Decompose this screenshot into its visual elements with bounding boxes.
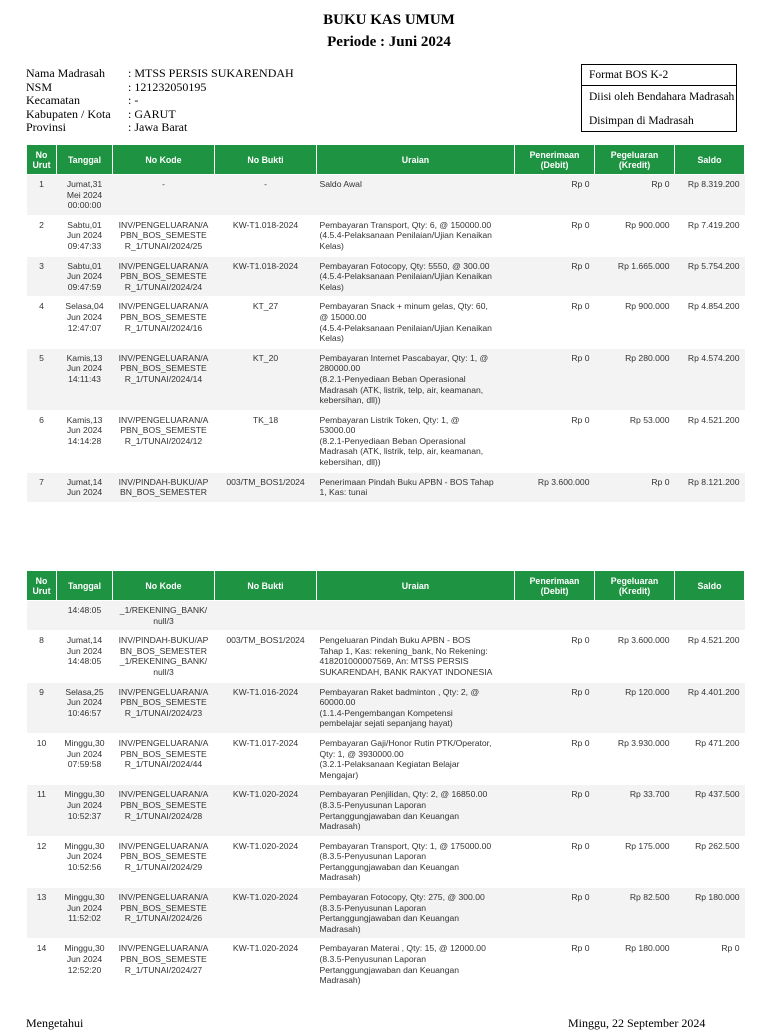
- school-info: [26, 67, 294, 135]
- cell-no: 14: [27, 939, 57, 990]
- cell-no: 1: [27, 175, 57, 216]
- col-header-uraian: Uraian: [317, 145, 515, 175]
- cell-tanggal: Minggu,30 Jun 2024 11:52:02: [57, 888, 113, 939]
- cell-no: 7: [27, 472, 57, 502]
- col-header-tanggal: Tanggal: [57, 571, 113, 601]
- format-divider: [582, 85, 736, 86]
- info-row-kabupaten: [26, 108, 294, 122]
- cell-tanggal: Jumat,31 Mei 2024 00:00:00: [57, 175, 113, 216]
- table-row: [27, 682, 745, 733]
- cell-no: 9: [27, 682, 57, 733]
- table-row: [27, 215, 745, 256]
- cell-kredit: Rp 175.000: [595, 836, 675, 887]
- cell-debit: Rp 0: [515, 836, 595, 887]
- info-label: Nama Madrasah: [26, 66, 105, 80]
- info-label: Kecamatan: [26, 93, 80, 107]
- cell-uraian: Pembayaran Fotocopy, Qty: 5550, @ 300.00 (4.5.4-Pelaksanaan Penilaian/Ujian Kenaikan Kelas): [317, 256, 515, 297]
- cell-kredit: Rp 120.000: [595, 682, 675, 733]
- cell-kode: INV/PENGELUARAN/A PBN_BOS_SEMESTE R_1/TUNAI/2024/25: [113, 215, 215, 256]
- cell-bukti: KT_20: [215, 348, 317, 410]
- info-value: : 121232050195: [128, 79, 207, 94]
- cell-kredit: Rp 82.500: [595, 888, 675, 939]
- cell-tanggal: Jumat,14 Jun 2024: [57, 472, 113, 502]
- cell-kredit: Rp 3.930.000: [595, 733, 675, 784]
- info-label: NSM: [26, 79, 53, 94]
- cell-kode: INV/PENGELUARAN/A PBN_BOS_SEMESTE R_1/TUNAI/2024/27: [113, 939, 215, 990]
- cell-debit: Rp 0: [515, 297, 595, 348]
- info-label: Kabupaten / Kota: [26, 106, 111, 121]
- cell-kredit: Rp 0: [595, 175, 675, 216]
- cell-kredit: Rp 900.000: [595, 215, 675, 256]
- cell-saldo: Rp 0: [675, 939, 745, 990]
- cell-kredit: Rp 0: [595, 472, 675, 502]
- cell-debit: Rp 0: [515, 175, 595, 216]
- col-header-kredit: Pegeluaran (Kredit): [595, 145, 675, 175]
- col-header-debit: Penerimaan (Debit): [515, 145, 595, 175]
- cell-debit: Rp 0: [515, 215, 595, 256]
- cell-uraian: Pembayaran Listrik Token, Qty: 1, @ 53000.00 (8.2.1-Penyediaan Beban Operasional Madrasah (ATK, listrik, telp, air, keamanan, kebersihan, dll)): [317, 410, 515, 472]
- info-label: Provinsi: [26, 120, 67, 134]
- cell-kode: -: [113, 175, 215, 216]
- cell-saldo: Rp 4.521.200: [675, 631, 745, 682]
- cell-kode: INV/PENGELUARAN/A PBN_BOS_SEMESTE R_1/TUNAI/2024/44: [113, 733, 215, 784]
- info-value: : GARUT: [128, 106, 176, 121]
- table-row: [27, 348, 745, 410]
- table-row: [27, 175, 745, 216]
- cell-tanggal: Minggu,30 Jun 2024 10:52:56: [57, 836, 113, 887]
- cell-saldo: Rp 262.500: [675, 836, 745, 887]
- footer-date: Minggu, 22 September 2024: [568, 1016, 706, 1030]
- cell-kredit: Rp 33.700: [595, 785, 675, 836]
- cell-no: 4: [27, 297, 57, 348]
- table-row: [27, 472, 745, 502]
- col-header-bukti: No Bukti: [215, 145, 317, 175]
- table-row: [27, 297, 745, 348]
- cell-kode: INV/PENGELUARAN/A PBN_BOS_SEMESTE R_1/TUNAI/2024/23: [113, 682, 215, 733]
- col-header-uraian: Uraian: [317, 571, 515, 601]
- table-header-row: [27, 571, 745, 601]
- cell-tanggal: Selasa,25 Jun 2024 10:46:57: [57, 682, 113, 733]
- cell-saldo: Rp 5.754.200: [675, 256, 745, 297]
- cell-tanggal: Selasa,04 Jun 2024 12:47:07: [57, 297, 113, 348]
- cell-saldo: Rp 437.500: [675, 785, 745, 836]
- table-row: [27, 836, 745, 887]
- cell-debit: Rp 0: [515, 785, 595, 836]
- cell-kredit: Rp 53.000: [595, 410, 675, 472]
- cell-saldo: Rp 180.000: [675, 888, 745, 939]
- cell-bukti: KW-T1.018-2024: [215, 256, 317, 297]
- cell-tanggal: Minggu,30 Jun 2024 12:52:20: [57, 939, 113, 990]
- table-row: [27, 733, 745, 784]
- col-header-no: No Urut: [27, 571, 57, 601]
- cell-debit: [515, 601, 595, 631]
- info-value: : Jawa Barat: [128, 120, 188, 134]
- ledger-body-page-2: [27, 601, 745, 991]
- table-row: [27, 939, 745, 990]
- cell-uraian: Pembayaran Penjilidan, Qty: 2, @ 16850.00 (8.3.5-Penyusunan Laporan Pertanggungjawaban dan Keuangan Madrasah): [317, 785, 515, 836]
- ledger-body-page-1: [27, 175, 745, 503]
- cell-tanggal: Jumat,14 Jun 2024 14:48:05: [57, 631, 113, 682]
- cell-no: 13: [27, 888, 57, 939]
- info-value: : -: [128, 93, 139, 107]
- cell-uraian: Pembayaran Transport, Qty: 1, @ 175000.00 (8.3.5-Penyusunan Laporan Pertanggungjawaban dan Keuangan Madrasah): [317, 836, 515, 887]
- table-row: [27, 410, 745, 472]
- col-header-saldo: Saldo: [675, 571, 745, 601]
- cell-bukti: KW-T1.020-2024: [215, 939, 317, 990]
- cell-uraian: Pembayaran Snack + minum gelas, Qty: 60, @ 15000.00 (4.5.4-Pelaksanaan Penilaian/Ujian Kenaikan Kelas): [317, 297, 515, 348]
- cell-tanggal: Sabtu,01 Jun 2024 09:47:59: [57, 256, 113, 297]
- col-header-bukti: No Bukti: [215, 571, 317, 601]
- cell-tanggal: Minggu,30 Jun 2024 10:52:37: [57, 785, 113, 836]
- table-row: [27, 785, 745, 836]
- cell-bukti: KT_27: [215, 297, 317, 348]
- table-header-row: [27, 145, 745, 175]
- format-filled-by: Diisi oleh Bendahara Madrasah: [589, 91, 735, 103]
- cell-kode: INV/PINDAH-BUKU/AP BN_BOS_SEMESTER _1/REKENING_BANK/ null/3: [113, 631, 215, 682]
- cell-kode: INV/PENGELUARAN/A PBN_BOS_SEMESTE R_1/TUNAI/2024/28: [113, 785, 215, 836]
- cell-uraian: Pengeluaran Pindah Buku APBN - BOS Tahap 1, Kas: rekening_bank, No Rekening: 418201000007569, An: MTSS PERSIS SUKARENDAH, BANK RAKYAT INDONESIA: [317, 631, 515, 682]
- cell-uraian: Pembayaran Fotocopy, Qty: 275, @ 300.00 (8.3.5-Penyusunan Laporan Pertanggungjawaban dan Keuangan Madrasah): [317, 888, 515, 939]
- cell-no: 6: [27, 410, 57, 472]
- cell-debit: Rp 3.600.000: [515, 472, 595, 502]
- cell-uraian: Pembayaran Materai , Qty: 15, @ 12000.00 (8.3.5-Penyusunan Laporan Pertanggungjawaban dan Keuangan Madrasah): [317, 939, 515, 990]
- cell-kredit: Rp 3.600.000: [595, 631, 675, 682]
- cell-saldo: Rp 4.854.200: [675, 297, 745, 348]
- cell-bukti: KW-T1.017-2024: [215, 733, 317, 784]
- col-header-kode: No Kode: [113, 571, 215, 601]
- info-row-nsm: [26, 81, 294, 95]
- format-stored-at: Disimpan di Madrasah: [589, 115, 694, 127]
- info-row-provinsi: [26, 121, 294, 135]
- cell-tanggal: Minggu,30 Jun 2024 07:59:58: [57, 733, 113, 784]
- col-header-kredit: Pegeluaran (Kredit): [595, 571, 675, 601]
- cell-saldo: Rp 8.319.200: [675, 175, 745, 216]
- cell-no: 12: [27, 836, 57, 887]
- cell-bukti: KW-T1.020-2024: [215, 888, 317, 939]
- table-row: [27, 888, 745, 939]
- cell-kredit: [595, 601, 675, 631]
- table-row: [27, 256, 745, 297]
- cell-uraian: Pembayaran Gaji/Honor Rutin PTK/Operator, Qty: 1, @ 3930000.00 (3.2.1-Pelaksanaan Kegiatan Belajar Mengajar): [317, 733, 515, 784]
- cell-bukti: TK_18: [215, 410, 317, 472]
- cell-kode: INV/PENGELUARAN/A PBN_BOS_SEMESTE R_1/TUNAI/2024/12: [113, 410, 215, 472]
- col-header-debit: Penerimaan (Debit): [515, 571, 595, 601]
- cell-debit: Rp 0: [515, 410, 595, 472]
- footer-acknowledged: Mengetahui: [26, 1016, 84, 1030]
- cell-kode: INV/PENGELUARAN/A PBN_BOS_SEMESTE R_1/TUNAI/2024/29: [113, 836, 215, 887]
- cell-debit: Rp 0: [515, 631, 595, 682]
- cell-bukti: 003/TM_BOS1/2024: [215, 472, 317, 502]
- ledger-table-page-2: [26, 570, 745, 991]
- cell-tanggal: Kamis,13 Jun 2024 14:11:43: [57, 348, 113, 410]
- cell-saldo: [675, 601, 745, 631]
- cell-bukti: -: [215, 175, 317, 216]
- table-row: [27, 631, 745, 682]
- cell-saldo: Rp 4.521.200: [675, 410, 745, 472]
- cell-debit: Rp 0: [515, 939, 595, 990]
- cell-kredit: Rp 900.000: [595, 297, 675, 348]
- cell-debit: Rp 0: [515, 256, 595, 297]
- cell-uraian: Pembayaran Raket badminton , Qty: 2, @ 60000.00 (1.1.4-Pengembangan Kompetensi pembelajar sejati sepanjang hayat): [317, 682, 515, 733]
- cell-no: 10: [27, 733, 57, 784]
- cell-no: 3: [27, 256, 57, 297]
- cell-bukti: KW-T1.020-2024: [215, 785, 317, 836]
- cell-no: 5: [27, 348, 57, 410]
- cell-kode: INV/PENGELUARAN/A PBN_BOS_SEMESTE R_1/TUNAI/2024/24: [113, 256, 215, 297]
- cell-saldo: Rp 8.121.200: [675, 472, 745, 502]
- cell-bukti: [215, 601, 317, 631]
- cell-kode: INV/PENGELUARAN/A PBN_BOS_SEMESTE R_1/TUNAI/2024/16: [113, 297, 215, 348]
- cell-kredit: Rp 280.000: [595, 348, 675, 410]
- cell-kode: INV/PINDAH-BUKU/AP BN_BOS_SEMESTER: [113, 472, 215, 502]
- cell-debit: Rp 0: [515, 733, 595, 784]
- cell-debit: Rp 0: [515, 682, 595, 733]
- cell-bukti: KW-T1.020-2024: [215, 836, 317, 887]
- cell-uraian: Pembayaran Internet Pascabayar, Qty: 1, @ 280000.00 (8.2.1-Penyediaan Beban Operasional Madrasah (ATK, listrik, telp, air, keamanan, kebersihan, dll)): [317, 348, 515, 410]
- cell-saldo: Rp 4.401.200: [675, 682, 745, 733]
- cell-kode: _1/REKENING_BANK/ null/3: [113, 601, 215, 631]
- col-header-kode: No Kode: [113, 145, 215, 175]
- report-title: BUKU KAS UMUM: [323, 12, 455, 28]
- cell-no: [27, 601, 57, 631]
- cell-tanggal: Kamis,13 Jun 2024 14:14:28: [57, 410, 113, 472]
- cell-kode: INV/PENGELUARAN/A PBN_BOS_SEMESTE R_1/TUNAI/2024/26: [113, 888, 215, 939]
- cell-bukti: KW-T1.016-2024: [215, 682, 317, 733]
- cell-debit: Rp 0: [515, 888, 595, 939]
- ledger-table-page-1: [26, 144, 745, 503]
- col-header-no: No Urut: [27, 145, 57, 175]
- cell-saldo: Rp 471.200: [675, 733, 745, 784]
- cell-tanggal: 14:48:05: [57, 601, 113, 631]
- cell-saldo: Rp 7.419.200: [675, 215, 745, 256]
- cell-no: 2: [27, 215, 57, 256]
- cell-debit: Rp 0: [515, 348, 595, 410]
- cell-saldo: Rp 4.574.200: [675, 348, 745, 410]
- cell-bukti: 003/TM_BOS1/2024: [215, 631, 317, 682]
- col-header-tanggal: Tanggal: [57, 145, 113, 175]
- col-header-saldo: Saldo: [675, 145, 745, 175]
- info-row-kecamatan: [26, 94, 294, 108]
- cell-kredit: Rp 1.665.000: [595, 256, 675, 297]
- cell-uraian: [317, 601, 515, 631]
- cell-no: 11: [27, 785, 57, 836]
- cell-uraian: Saldo Awal: [317, 175, 515, 216]
- format-code: Format BOS K-2: [589, 69, 669, 81]
- cell-no: 8: [27, 631, 57, 682]
- cell-uraian: Penerimaan Pindah Buku APBN - BOS Tahap 1, Kas: tunai: [317, 472, 515, 502]
- cell-kode: INV/PENGELUARAN/A PBN_BOS_SEMESTE R_1/TUNAI/2024/14: [113, 348, 215, 410]
- format-bos-box: [581, 64, 737, 132]
- report-period: Periode : Juni 2024: [327, 34, 451, 50]
- table-row: [27, 601, 745, 631]
- info-value: : MTSS PERSIS SUKARENDAH: [128, 66, 294, 80]
- cell-kredit: Rp 180.000: [595, 939, 675, 990]
- cell-bukti: KW-T1.018-2024: [215, 215, 317, 256]
- info-row-nama: [26, 67, 294, 81]
- cell-uraian: Pembayaran Transport, Qty: 6, @ 150000.00 (4.5.4-Pelaksanaan Penilaian/Ujian Kenaikan Kelas): [317, 215, 515, 256]
- cell-tanggal: Sabtu,01 Jun 2024 09:47:33: [57, 215, 113, 256]
